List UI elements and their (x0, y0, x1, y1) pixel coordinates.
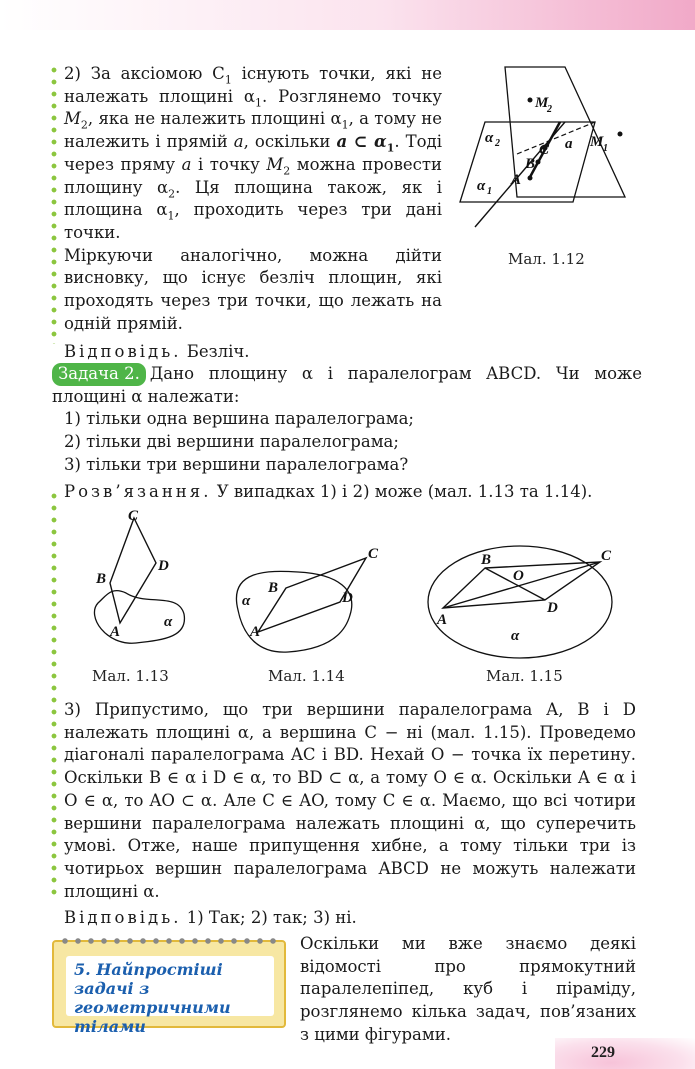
label-O: O (513, 568, 524, 584)
label-B: B (268, 580, 279, 596)
analogy-text: Міркуючи аналогічно, можна дійти висновку, що існує безліч площин, які проходять через три точки, що лежать на одній прямій. (64, 245, 442, 333)
margin-dots-bottom (51, 490, 57, 900)
label-A: A (437, 612, 448, 628)
label-C: C (368, 546, 379, 562)
task-2-item-2: 2) тільки дві вершини паралелограма; (64, 432, 399, 452)
caption-1-15: Мал. 1.15 (486, 667, 563, 685)
notebox-inner (66, 956, 274, 1036)
caption-1-13: Мал. 1.13 (92, 667, 169, 685)
label-M2-sub: 2 (547, 104, 552, 115)
label-alpha: α (164, 614, 173, 630)
section-5-text: Оскільки ми вже знаємо деякі відомості про прямокутний паралелепіпед, куб і піраміду, розглянемо кілька задач, пов’язаних з цими фігурами. (300, 934, 636, 1044)
label-A: A (250, 624, 261, 640)
label-A: A (110, 624, 121, 640)
figure-1-13 (86, 508, 196, 658)
label-alpha1: α (477, 178, 486, 194)
page-number: 229 (591, 1044, 615, 1061)
task-2 (52, 363, 642, 503)
figure-1-14 (228, 540, 388, 660)
section-5-notebox (52, 940, 286, 1036)
caption-1-14: Мал. 1.14 (268, 667, 345, 685)
section-5-title: 5. Найпростіші задачі з геометричними тілами (74, 960, 231, 1036)
task-2-badge: Задача 2. (52, 363, 146, 386)
label-C: C (539, 142, 550, 158)
spiral-rings (60, 935, 278, 947)
label-M2: M (535, 95, 549, 111)
task-2-solution: Розв’язання. У випадках 1) і 2) може (мал. 1.13 та 1.14). (64, 481, 593, 501)
task-2-item-1: 1) тільки одна вершина паралелограма; (64, 409, 414, 429)
label-D: D (342, 590, 353, 606)
label-A: A (511, 172, 522, 188)
label-alpha1-sub: 1 (487, 186, 492, 197)
top-decorative-band (0, 0, 695, 30)
label-C: C (128, 508, 139, 524)
label-M1-sub: 1 (603, 143, 608, 154)
figure-1-12 (455, 62, 635, 242)
label-alpha2-sub: 2 (495, 138, 500, 149)
answer-2: Відповідь. 1) Так; 2) так; 3) ні. (64, 908, 357, 928)
axiom-text: 2) За аксіомою $С_1$ існують точки, які не належать площині $\alpha_1$. Розглянемо точку $M_2$, яка не належить площині $\alpha_1$, а тому не належить і прямій a, оскільки a ⊂ $\alpha_1$. Тоді через пряму a і точку $M_2$ можна провести площину $\alpha_2$. Ця площина також, як і площина $\alpha_1$, проходить через три дані точки. (64, 64, 442, 242)
label-B: B (525, 156, 536, 172)
label-B: B (481, 552, 492, 568)
paragraph-axiom (64, 63, 442, 364)
label-a: a (565, 136, 573, 152)
label-D: D (547, 600, 558, 616)
figure-1-15 (425, 540, 630, 660)
label-alpha2: α (485, 130, 494, 146)
label-alpha: α (511, 628, 520, 644)
label-B: B (96, 571, 107, 587)
task-2-statement: Задача 2. Дано площину α і паралелограм ABCD. Чи може площині α належати: (52, 364, 642, 406)
caption-1-12: Мал. 1.12 (508, 250, 585, 268)
paragraph-proof (64, 699, 636, 930)
label-M1: M (590, 134, 604, 150)
margin-dots-top (51, 64, 57, 344)
page-number-area (555, 1038, 695, 1069)
answer-1: Відповідь. Безліч. (64, 342, 250, 362)
label-alpha: α (242, 593, 251, 609)
label-C: C (601, 548, 612, 564)
label-D: D (158, 558, 169, 574)
task-2-item-3: 3) тільки три вершини паралелограма? (64, 454, 409, 474)
proof-text: 3) Припустимо, що три вершини паралелограма A, B і D належать площині α, а вершина C − ні (мал. 1.15). Проведемо діагоналі паралелограма AC і BD. Нехай O − точка їх перетину. Оскільки B ∈ α і D ∈ α, то BD ⊂ α, а тому O ∈ α. Оскільки A ∈ α і O ∈ α, то AO ⊂ α. Але C ∈ AO, тому C ∈ α. Маємо, що всі чотири вершини паралелограма належать площині α, що суперечить умові. Отже, наше припущення хибне, а тому тільки три із чотирьох вершин паралелограма ABCD не можуть належати площині α. (64, 700, 636, 901)
